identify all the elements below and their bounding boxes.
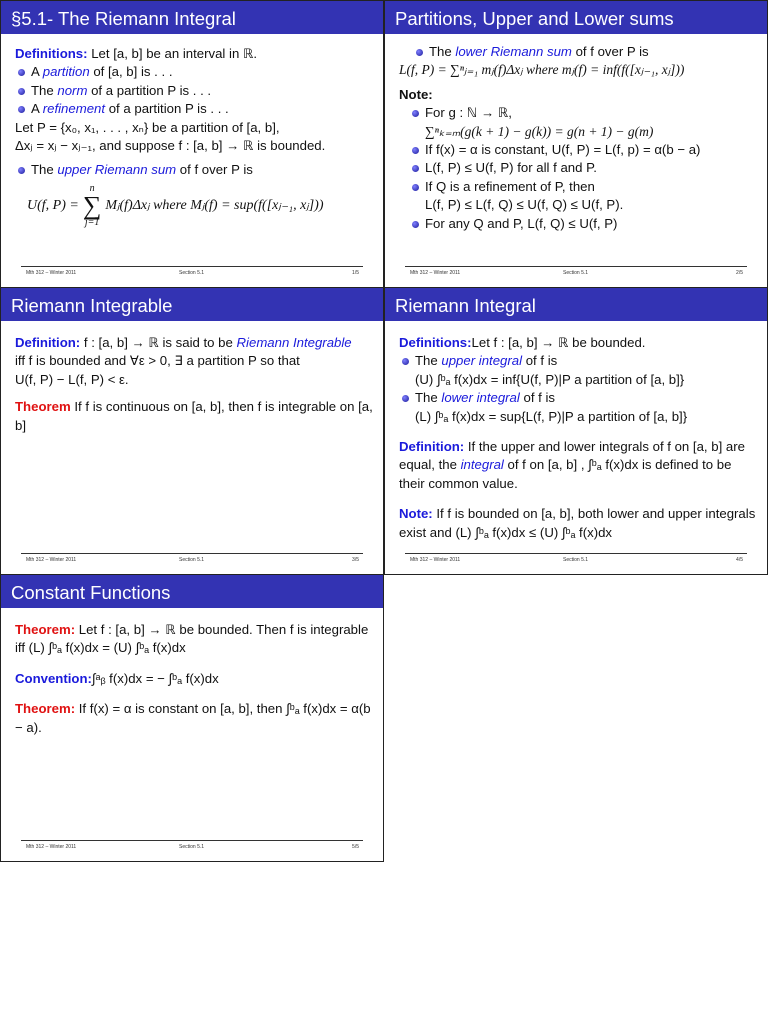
list-item: A partition of [a, b] is . . . xyxy=(15,63,375,81)
note-label: Note: xyxy=(399,86,433,102)
list-item: The lower Riemann sum of f over P is xyxy=(413,43,759,61)
slide-3 xyxy=(0,287,384,575)
slide-4-title: Riemann Integral xyxy=(385,288,767,321)
list-item: If f(x) = α is constant, U(f, P) = L(f, p) = α(b − a) xyxy=(409,141,759,159)
notes-list xyxy=(399,104,759,233)
list-item: A refinement of a partition P is . . . xyxy=(15,100,375,118)
slide-5 xyxy=(0,574,384,862)
list-item: The upper Riemann sum of f over P is xyxy=(15,161,375,179)
lower-sum-formula: L(f, P) = ∑ⁿⱼ₌₁ mⱼ(f)Δxⱼ where mⱼ(f) = inf(f([xⱼ₋₁, xⱼ])) xyxy=(399,62,685,78)
slide-1-body xyxy=(1,34,383,265)
definitions-text: Let [a, b] be an interval in ℝ. xyxy=(91,46,258,61)
partition-line: Let P = {x₀, x₁, . . . , xₙ} be a partition of [a, b], xyxy=(15,119,280,135)
list-item: If Q is a refinement of P, then L(f, P) ≤ L(f, Q) ≤ U(f, Q) ≤ U(f, P). xyxy=(409,178,759,215)
slide-2-body xyxy=(385,34,767,265)
slide-footer: Mth 312 – Winter 2011 Section 5.1 3/5 xyxy=(21,553,363,565)
slide-1-title: §5.1- The Riemann Integral xyxy=(1,1,383,34)
definitions-label: Definitions: xyxy=(15,46,88,61)
slide-5-body xyxy=(1,608,383,839)
list-item: The upper integral of f is (U) ∫ᵇₐ f(x)dx = inf{U(f, P)|P a partition of [a, b]} xyxy=(399,352,759,389)
definition-block: Definition: f : [a, b] → ℝ is said to be Riemann Integrable iff f is bounded and ∀ε > 0, ∃ a partition P so that U(f, P) − L(f, P) < ε. xyxy=(15,335,352,387)
slide-2-title: Partitions, Upper and Lower sums xyxy=(385,1,767,34)
theorem-block: Theorem: Let f : [a, b] → ℝ be bounded. Then f is integrable iff (L) ∫ᵇₐ f(x)dx = (U) ∫ᵇₐ f(x)dx xyxy=(15,622,369,656)
slide-footer: Mth 312 – Winter 2011 Section 5.1 4/5 xyxy=(405,553,747,565)
convention-block: Convention:∫ᵃᵦ f(x)dx = − ∫ᵇₐ f(x)dx xyxy=(15,670,219,686)
definition-block: Definition: If the upper and lower integrals of f on [a, b] are equal, the integral of f on [a, b] , ∫ᵇₐ f(x)dx is defined to be their common value. xyxy=(399,439,745,491)
upper-sum-formula: U(f, P) = n ∑ j=1 Mⱼ(f)Δxⱼ where Mⱼ(f) = sup(f([xⱼ₋₁, xⱼ])) xyxy=(27,182,324,228)
slide-3-title: Riemann Integrable xyxy=(1,288,383,321)
slide-5-title: Constant Functions xyxy=(1,575,383,608)
theorem-block: Theorem If f is continuous on [a, b], then f is integrable on [a, b] xyxy=(15,399,373,433)
slide-1 xyxy=(0,0,384,288)
list-item: L(f, P) ≤ U(f, P) for all f and P. xyxy=(409,159,759,177)
slide-footer: Mth 312 – Winter 2011 Section 5.1 1/5 xyxy=(21,266,363,278)
list-item: The lower integral of f is (L) ∫ᵇₐ f(x)dx = sup{L(f, P)|P a partition of [a, b]} xyxy=(399,389,759,426)
lower-sum-list xyxy=(399,43,759,61)
integrals-list xyxy=(399,352,759,426)
definitions-line xyxy=(15,45,375,63)
slide-3-body xyxy=(1,321,383,552)
slide-4-body xyxy=(385,321,767,552)
list-item: The norm of a partition P is . . . xyxy=(15,82,375,100)
slide-2 xyxy=(384,0,768,288)
note-block: Note: If f is bounded on [a, b], both lower and upper integrals exist and (L) ∫ᵇₐ f(x)dx ≤ (U) ∫ᵇₐ f(x)dx xyxy=(399,506,756,540)
list-item: For any Q and P, L(f, Q) ≤ U(f, P) xyxy=(409,215,759,233)
delta-line: Δxⱼ = xⱼ − xⱼ₋₁, and suppose f : [a, b] → ℝ is bounded. xyxy=(15,138,326,154)
slide-footer: Mth 312 – Winter 2011 Section 5.1 2/5 xyxy=(405,266,747,278)
summation-symbol: n ∑ j=1 xyxy=(82,182,102,228)
upper-sum-list xyxy=(15,161,375,179)
definitions-line: Definitions:Let f : [a, b] → ℝ be bounded. xyxy=(399,335,646,350)
theorem-block: Theorem: If f(x) = α is constant on [a, b], then ∫ᵇₐ f(x)dx = α(b − a). xyxy=(15,701,371,735)
slide-footer: Mth 312 – Winter 2011 Section 5.1 5/5 xyxy=(21,840,363,852)
slide-4 xyxy=(384,287,768,575)
definitions-list xyxy=(15,63,375,118)
list-item: For g : ℕ → ℝ, ∑ⁿₖ₌ₘ(g(k + 1) − g(k)) = g(n + 1) − g(m) xyxy=(409,104,759,141)
